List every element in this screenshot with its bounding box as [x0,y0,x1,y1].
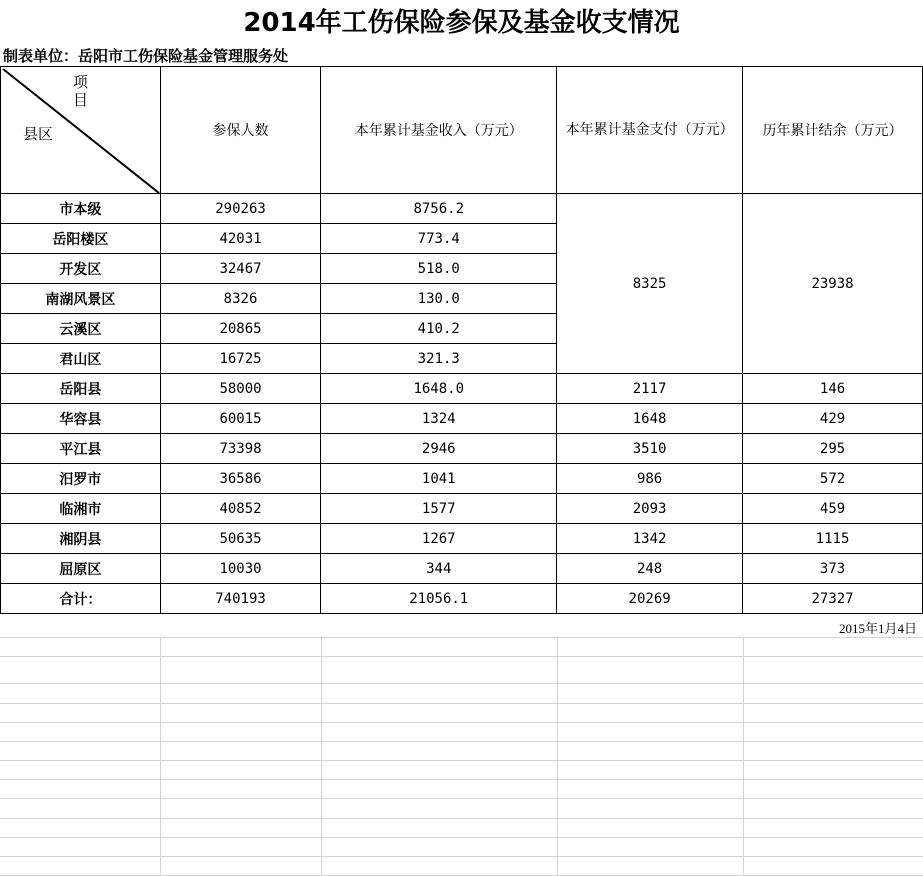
fund-expense: 986 [557,464,743,494]
fund-income: 518.0 [321,254,557,284]
insured-count: 16725 [160,344,321,374]
insured-count: 40852 [160,494,321,524]
grid-line [0,837,923,838]
table-row [1,494,923,524]
balance: 429 [743,404,923,434]
table-row [1,464,923,494]
district-name: 云溪区 [1,314,161,344]
total-insured: 740193 [160,584,321,614]
grid-line [0,741,923,742]
insured-count: 20865 [160,314,321,344]
grid-line [0,818,923,819]
fund-income: 344 [321,554,557,584]
insured-count: 73398 [160,434,321,464]
fund-expense: 2093 [557,494,743,524]
insured-count: 50635 [160,524,321,554]
fund-income: 2946 [321,434,557,464]
total-balance: 27327 [743,584,923,614]
fund-expense: 248 [557,554,743,584]
balance: 1115 [743,524,923,554]
balance: 572 [743,464,923,494]
table-row [1,554,923,584]
district-name: 华容县 [1,404,161,434]
corner-item-label-1: 项 [73,73,89,91]
district-name: 临湘市 [1,494,161,524]
fund-income: 410.2 [321,314,557,344]
grid-line [0,760,923,761]
grid-line [321,637,322,875]
grid-line [0,856,923,857]
insured-count: 290263 [160,194,321,224]
district-name: 屈原区 [1,554,161,584]
grid-line [160,637,161,875]
insured-count: 42031 [160,224,321,254]
insured-count: 10030 [160,554,321,584]
district-name: 南湖风景区 [1,284,161,314]
fund-expense: 2117 [557,374,743,404]
balance: 459 [743,494,923,524]
insured-count: 60015 [160,404,321,434]
district-name: 湘阴县 [1,524,161,554]
total-row [1,584,923,614]
data-table [0,66,923,614]
fund-income: 1324 [321,404,557,434]
merged-balance: 23938 [743,194,923,374]
table-row [1,524,923,554]
insured-count: 32467 [160,254,321,284]
unit-label: 制表单位：岳阳市工伤保险基金管理服务处 [3,47,289,65]
fund-income: 321.3 [321,344,557,374]
header-insured: 参保人数 [160,67,321,194]
table-row [1,434,923,464]
table-row [1,194,923,224]
district-name: 市本级 [1,194,161,224]
fund-income: 130.0 [321,284,557,314]
balance: 373 [743,554,923,584]
fund-income: 1577 [321,494,557,524]
header-income: 本年累计基金收入（万元） [321,67,557,194]
fund-income: 773.4 [321,224,557,254]
grid-line [0,779,923,780]
grid-line [743,637,744,875]
merged-fund-expense: 8325 [557,194,743,374]
insured-count: 8326 [160,284,321,314]
total-label: 合计： [1,584,161,614]
header-expense: 本年累计基金支付（万元） [557,67,743,194]
district-name: 岳阳县 [1,374,161,404]
insured-count: 36586 [160,464,321,494]
fund-income: 1267 [321,524,557,554]
fund-expense: 1648 [557,404,743,434]
district-name: 平江县 [1,434,161,464]
insured-count: 58000 [160,374,321,404]
fund-expense: 1342 [557,524,743,554]
grid-line [0,798,923,799]
district-name: 汨罗市 [1,464,161,494]
district-name: 君山区 [1,344,161,374]
fund-income: 1041 [321,464,557,494]
grid-line [0,722,923,723]
fund-income: 8756.2 [321,194,557,224]
total-expense: 20269 [557,584,743,614]
table-row [1,374,923,404]
fund-expense: 3510 [557,434,743,464]
grid-line [0,683,923,684]
corner-county-label: 县区 [23,125,54,143]
grid-line [0,637,923,638]
header-balance: 历年累计结余（万元） [743,67,923,194]
balance: 295 [743,434,923,464]
grid-line [0,656,923,657]
balance: 146 [743,374,923,404]
corner-item-label-2: 目 [73,91,89,109]
grid-line [0,703,923,704]
district-name: 开发区 [1,254,161,284]
total-income: 21056.1 [321,584,557,614]
fund-income: 1648.0 [321,374,557,404]
header-row [1,67,923,194]
page-title: 2014年工伤保险参保及基金收支情况 [243,8,680,38]
corner-header-cell [1,67,161,194]
report-date: 2015年1月4日 [838,621,917,636]
district-name: 岳阳楼区 [1,224,161,254]
grid-line [557,637,558,875]
table-row [1,404,923,434]
